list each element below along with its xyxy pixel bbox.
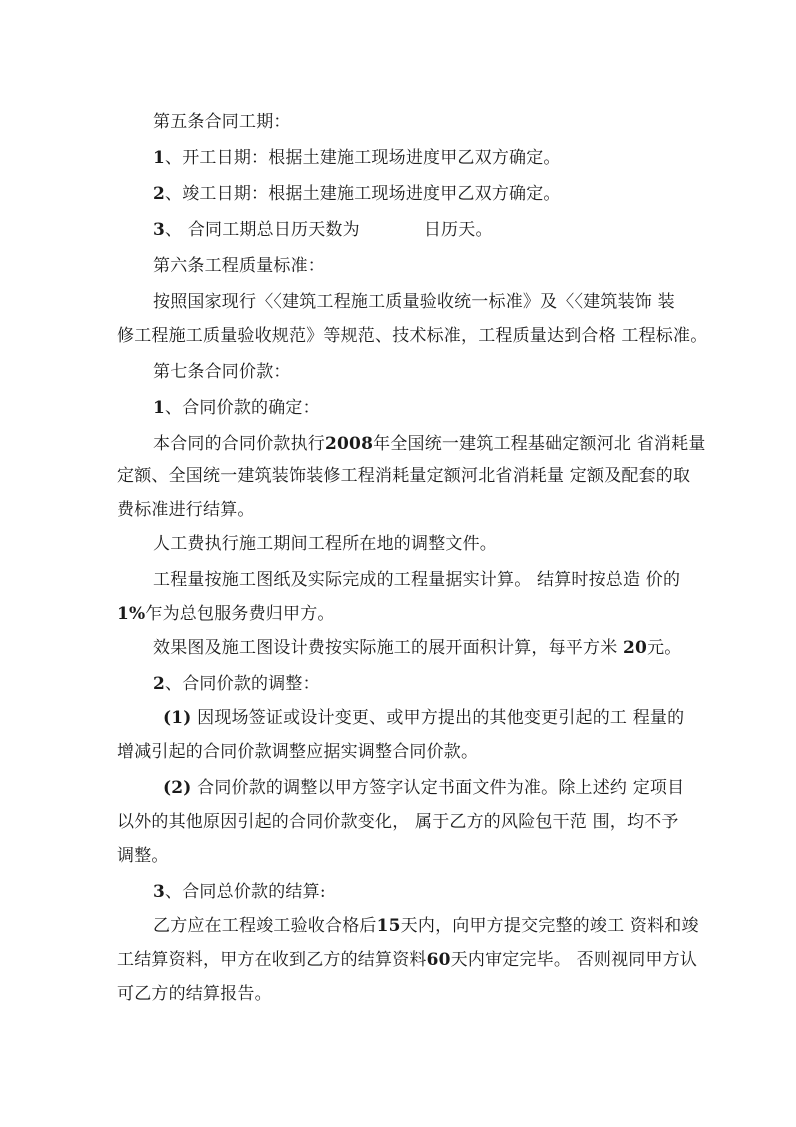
adjustment-2-line-2: 以外的其他原因引起的合同价款变化， 属于乙方的风险包干范 围，均不予 bbox=[117, 812, 679, 832]
settlement-line-2: 工结算资料，甲方在收到乙方的结算资料60天内审定完毕。 否则视同甲方认 bbox=[117, 950, 698, 970]
clause-5-heading: 第五条合同工期： bbox=[153, 112, 291, 132]
quantity-line-1: 工程量按施工图纸及实际完成的工程量据实计算。 结算时按总造 价的 bbox=[153, 570, 681, 590]
price-basis-line-1: 本合同的合同价款执行2008年全国统一建筑工程基础定额河北 省消耗量 bbox=[153, 434, 706, 454]
clause-6-text-line-1: 按照国家现行〈〈建筑工程施工质量验收统一标准》及〈〈建筑装饰 装 bbox=[153, 292, 675, 312]
clause-7-item-1-heading: 1、合同价款的确定： bbox=[153, 398, 320, 418]
clause-7-heading: 第七条合同价款： bbox=[153, 362, 291, 382]
design-fee-line: 效果图及施工图设计费按实际施工的展开面积计算，每平方米 20元。 bbox=[153, 638, 682, 658]
quantity-line-2: 1%乍为总包服务费归甲方。 bbox=[117, 604, 335, 624]
price-basis-line-2: 定额、全国统一建筑装饰装修工程消耗量定额河北省消耗量 定额及配套的取 bbox=[117, 466, 691, 486]
adjustment-1-line-2: 增减引起的合同价款调整应据实调整合同价款。 bbox=[117, 742, 479, 762]
clause-7-item-2-heading: 2、合同价款的调整： bbox=[153, 674, 320, 694]
clause-5-item-3: 3、 合同工期总日历天数为 日历天。 bbox=[153, 220, 493, 240]
adjustment-1-line-1: (1) 因现场签证或设计变更、或甲方提出的其他变更引起的工 程量的 bbox=[163, 708, 685, 728]
clause-7-item-3-heading: 3、合同总价款的结算: bbox=[153, 882, 326, 902]
clause-5-item-2: 2、竣工日期：根据土建施工现场进度甲乙双方确定。 bbox=[153, 184, 561, 204]
adjustment-2-line-1: (2) 合同价款的调整以甲方签字认定书面文件为准。除上述约 定项目 bbox=[163, 778, 685, 798]
clause-5-item-1: 1、开工日期：根据土建施工现场进度甲乙双方确定。 bbox=[153, 148, 561, 168]
labor-cost-line: 人工费执行施工期间工程所在地的调整文件。 bbox=[153, 534, 497, 554]
price-basis-line-3: 费标准进行结算。 bbox=[117, 500, 255, 520]
clause-6-heading: 第六条工程质量标准： bbox=[153, 256, 325, 276]
adjustment-2-line-3: 调整。 bbox=[117, 846, 169, 866]
settlement-line-1: 乙方应在工程竣工验收合格后15天内，向甲方提交完整的竣工 资料和竣 bbox=[153, 916, 699, 936]
clause-6-text-line-2: 修工程施工质量验收规范》等规范、技术标准，工程质量达到合格 工程标准。 bbox=[117, 326, 708, 346]
settlement-line-3: 可乙方的结算报告。 bbox=[117, 984, 272, 1004]
